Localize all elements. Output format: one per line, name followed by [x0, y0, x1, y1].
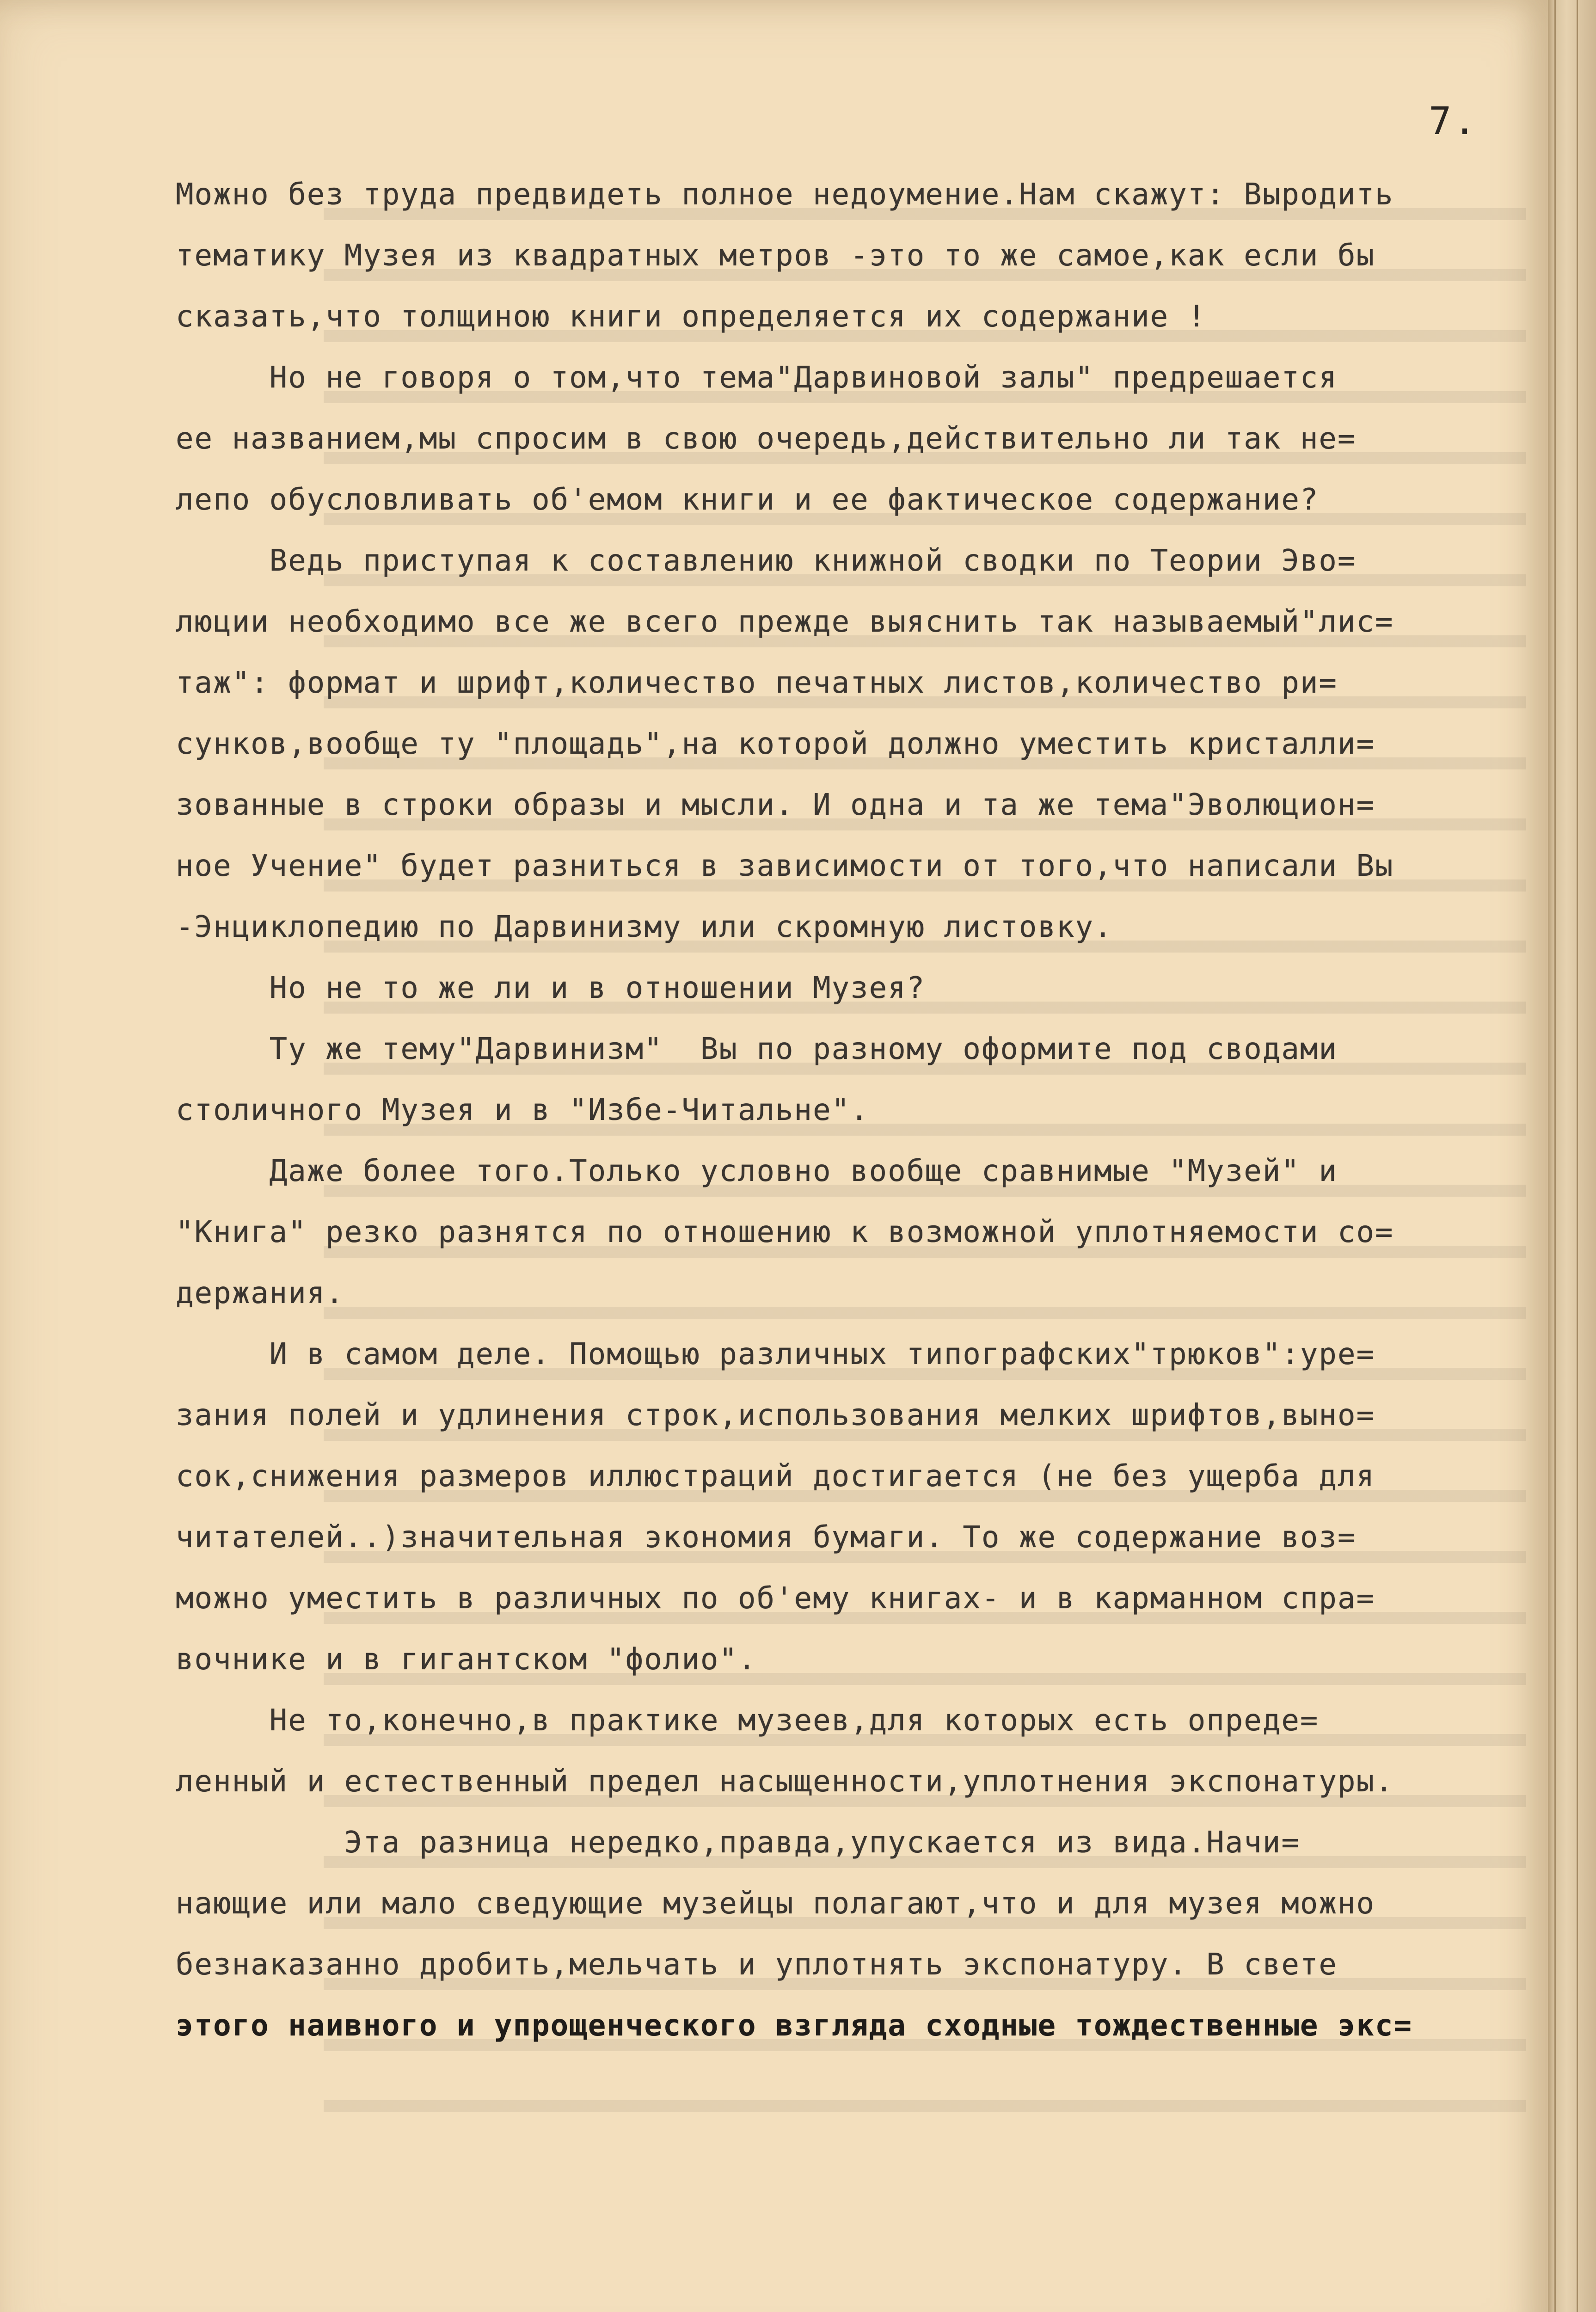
text-line: Но не то же ли и в отношении Музея?: [176, 971, 926, 1005]
text-line: ленный и естественный предел насыщенности,уплотнения экспонатуры.: [176, 1765, 1394, 1799]
text-line: нающие или мало сведующие музейцы полагают,что и для музея можно: [176, 1887, 1375, 1921]
text-line: ее названием,мы спросим в свою очередь,действительно ли так не=: [176, 422, 1357, 456]
text-line: -Энциклопедию по Дарвинизму или скромную листовку.: [176, 910, 1113, 944]
text-line: этого наивного и упрощенческого взгляда сходные тождественные экс=: [176, 2009, 1413, 2043]
page-edge-line: [1577, 0, 1578, 2312]
text-line: Даже более того.Только условно вообще сравнимые "Музей" и: [176, 1154, 1338, 1188]
text-line: Эта разница нередко,правда,упускается из вида.Начи=: [176, 1826, 1300, 1860]
text-line: лепо обусловливать об'емом книги и ее фактическое содержание?: [176, 483, 1319, 517]
text-line: сказать,что толщиною книги определяется их содержание !: [176, 300, 1207, 334]
text-line: И в самом деле. Помощью различных типографских"трюков":уре=: [176, 1337, 1375, 1371]
page-number: 7.: [1429, 99, 1478, 143]
text-line: сунков,вообще ту "площадь",на которой должно уместить кристалли=: [176, 727, 1375, 761]
text-line: Ведь приступая к составлению книжной сводки по Теории Эво=: [176, 544, 1357, 578]
page-edge-line: [1554, 0, 1556, 2312]
text-line: ное Учение" будет разниться в зависимости от того,что написали Вы: [176, 849, 1394, 883]
text-line: можно уместить в различных по об'ему книгах- и в карманном спра=: [176, 1581, 1375, 1616]
text-line: Не то,конечно,в практике музеев,для которых есть опреде=: [176, 1703, 1319, 1738]
typescript-body: [176, 164, 1544, 2056]
text-line: "Книга" резко разнятся по отношению к возможной уплотняемости со=: [176, 1215, 1394, 1249]
text-line: вочнике и в гигантском "фолио".: [176, 1642, 757, 1677]
text-line: тематику Музея из квадратных метров -это то же самое,как если бы: [176, 239, 1375, 273]
text-line: держания.: [176, 1276, 344, 1310]
text-line: зания полей и удлинения строк,использования мелких шрифтов,выно=: [176, 1398, 1375, 1433]
text-line: люции необходимо все же всего прежде выяснить так называемый"лис=: [176, 605, 1394, 639]
text-line: Но не говоря о том,что тема"Дарвиновой залы" предрешается: [176, 361, 1338, 395]
text-line: читателей..)значительная экономия бумаги. То же содержание воз=: [176, 1520, 1357, 1555]
text-line: столичного Музея и в "Избе-Читальне".: [176, 1093, 869, 1127]
text-line: таж": формат и шрифт,количество печатных листов,количество ри=: [176, 666, 1338, 700]
text-line: Ту же тему"Дарвинизм" Вы по разному оформите под сводами: [176, 1032, 1338, 1066]
text-line: безнаказанно дробить,мельчать и уплотнять экспонатуру. В свете: [176, 1948, 1338, 1982]
text-line: зованные в строки образы и мысли. И одна и та же тема"Эволюцион=: [176, 788, 1375, 822]
text-line: сок,снижения размеров иллюстраций достигается (не без ущерба для: [176, 1459, 1375, 1494]
stacked-pages-edge: [1548, 0, 1596, 2312]
text-line: Можно без труда предвидеть полное недоумение.Нам скажут: Выродить: [176, 178, 1394, 212]
